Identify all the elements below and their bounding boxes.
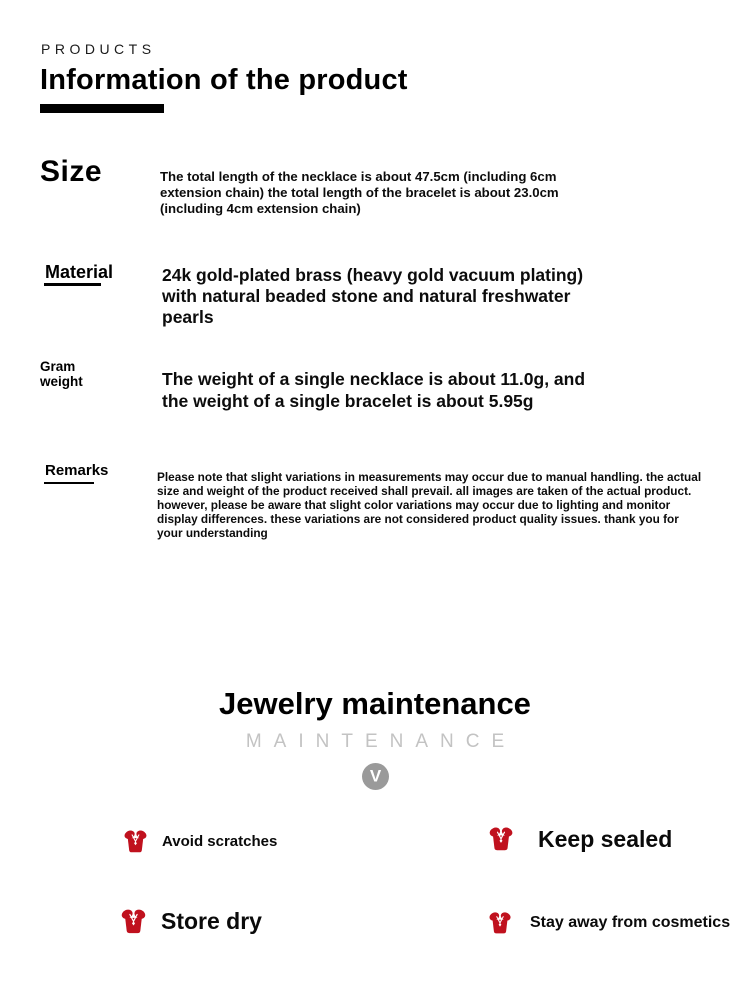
tip-label: Stay away from cosmetics	[530, 914, 731, 931]
products-eyebrow: PRODUCTS	[41, 41, 156, 57]
spec-label-size: Size	[40, 155, 103, 188]
v-badge-icon	[362, 763, 389, 790]
spec-text-remarks: Please note that slight variations in measurements may occur due to manual handling. the actual size and weight of the product received shall prevail. all images are taken of the actual product. however, please be aware that slight color variations may occur due to lighting and monitor display differences. these variations are not considered product quality issues. thank you for your understanding	[157, 470, 702, 540]
title-underline-bar	[40, 104, 164, 113]
spec-text-material: 24k gold-plated brass (heavy gold vacuum plating) with natural beaded stone and natural freshwater pearls	[162, 265, 584, 327]
remarks-label-underline	[44, 482, 94, 484]
maintenance-title: Jewelry maintenance	[219, 686, 531, 721]
necklace-icon	[487, 825, 515, 853]
care-tip-store-dry	[119, 907, 262, 936]
necklace-icon	[119, 907, 148, 936]
page-title: Information of the product	[40, 64, 408, 96]
care-tip-keep-sealed	[487, 825, 672, 853]
spec-label-gram-weight: Gram weight	[40, 359, 83, 389]
necklace-icon	[487, 910, 513, 936]
spec-text-gram-weight: The weight of a single necklace is about 11.0g, and the weight of a single bracelet is about 5.95g	[162, 369, 586, 411]
care-tip-stay-away-from-cosmetics	[487, 910, 730, 936]
spec-label-remarks: Remarks	[45, 462, 109, 479]
tip-label: Store dry	[161, 908, 262, 934]
necklace-icon	[122, 828, 149, 855]
tip-label: Avoid scratches	[162, 833, 278, 850]
v-badge-letter: V	[369, 766, 382, 786]
spec-text-size: The total length of the necklace is about 47.5cm (including 6cm extension chain) the total length of the bracelet is about 23.0cm (including 4cm extension chain)	[160, 169, 559, 216]
spec-label-material: Material	[45, 262, 114, 282]
material-label-underline	[44, 283, 101, 286]
care-tip-avoid-scratches	[122, 828, 277, 855]
tip-label: Keep sealed	[538, 825, 673, 852]
maintenance-subtitle: MAINTENANCE	[245, 731, 517, 752]
